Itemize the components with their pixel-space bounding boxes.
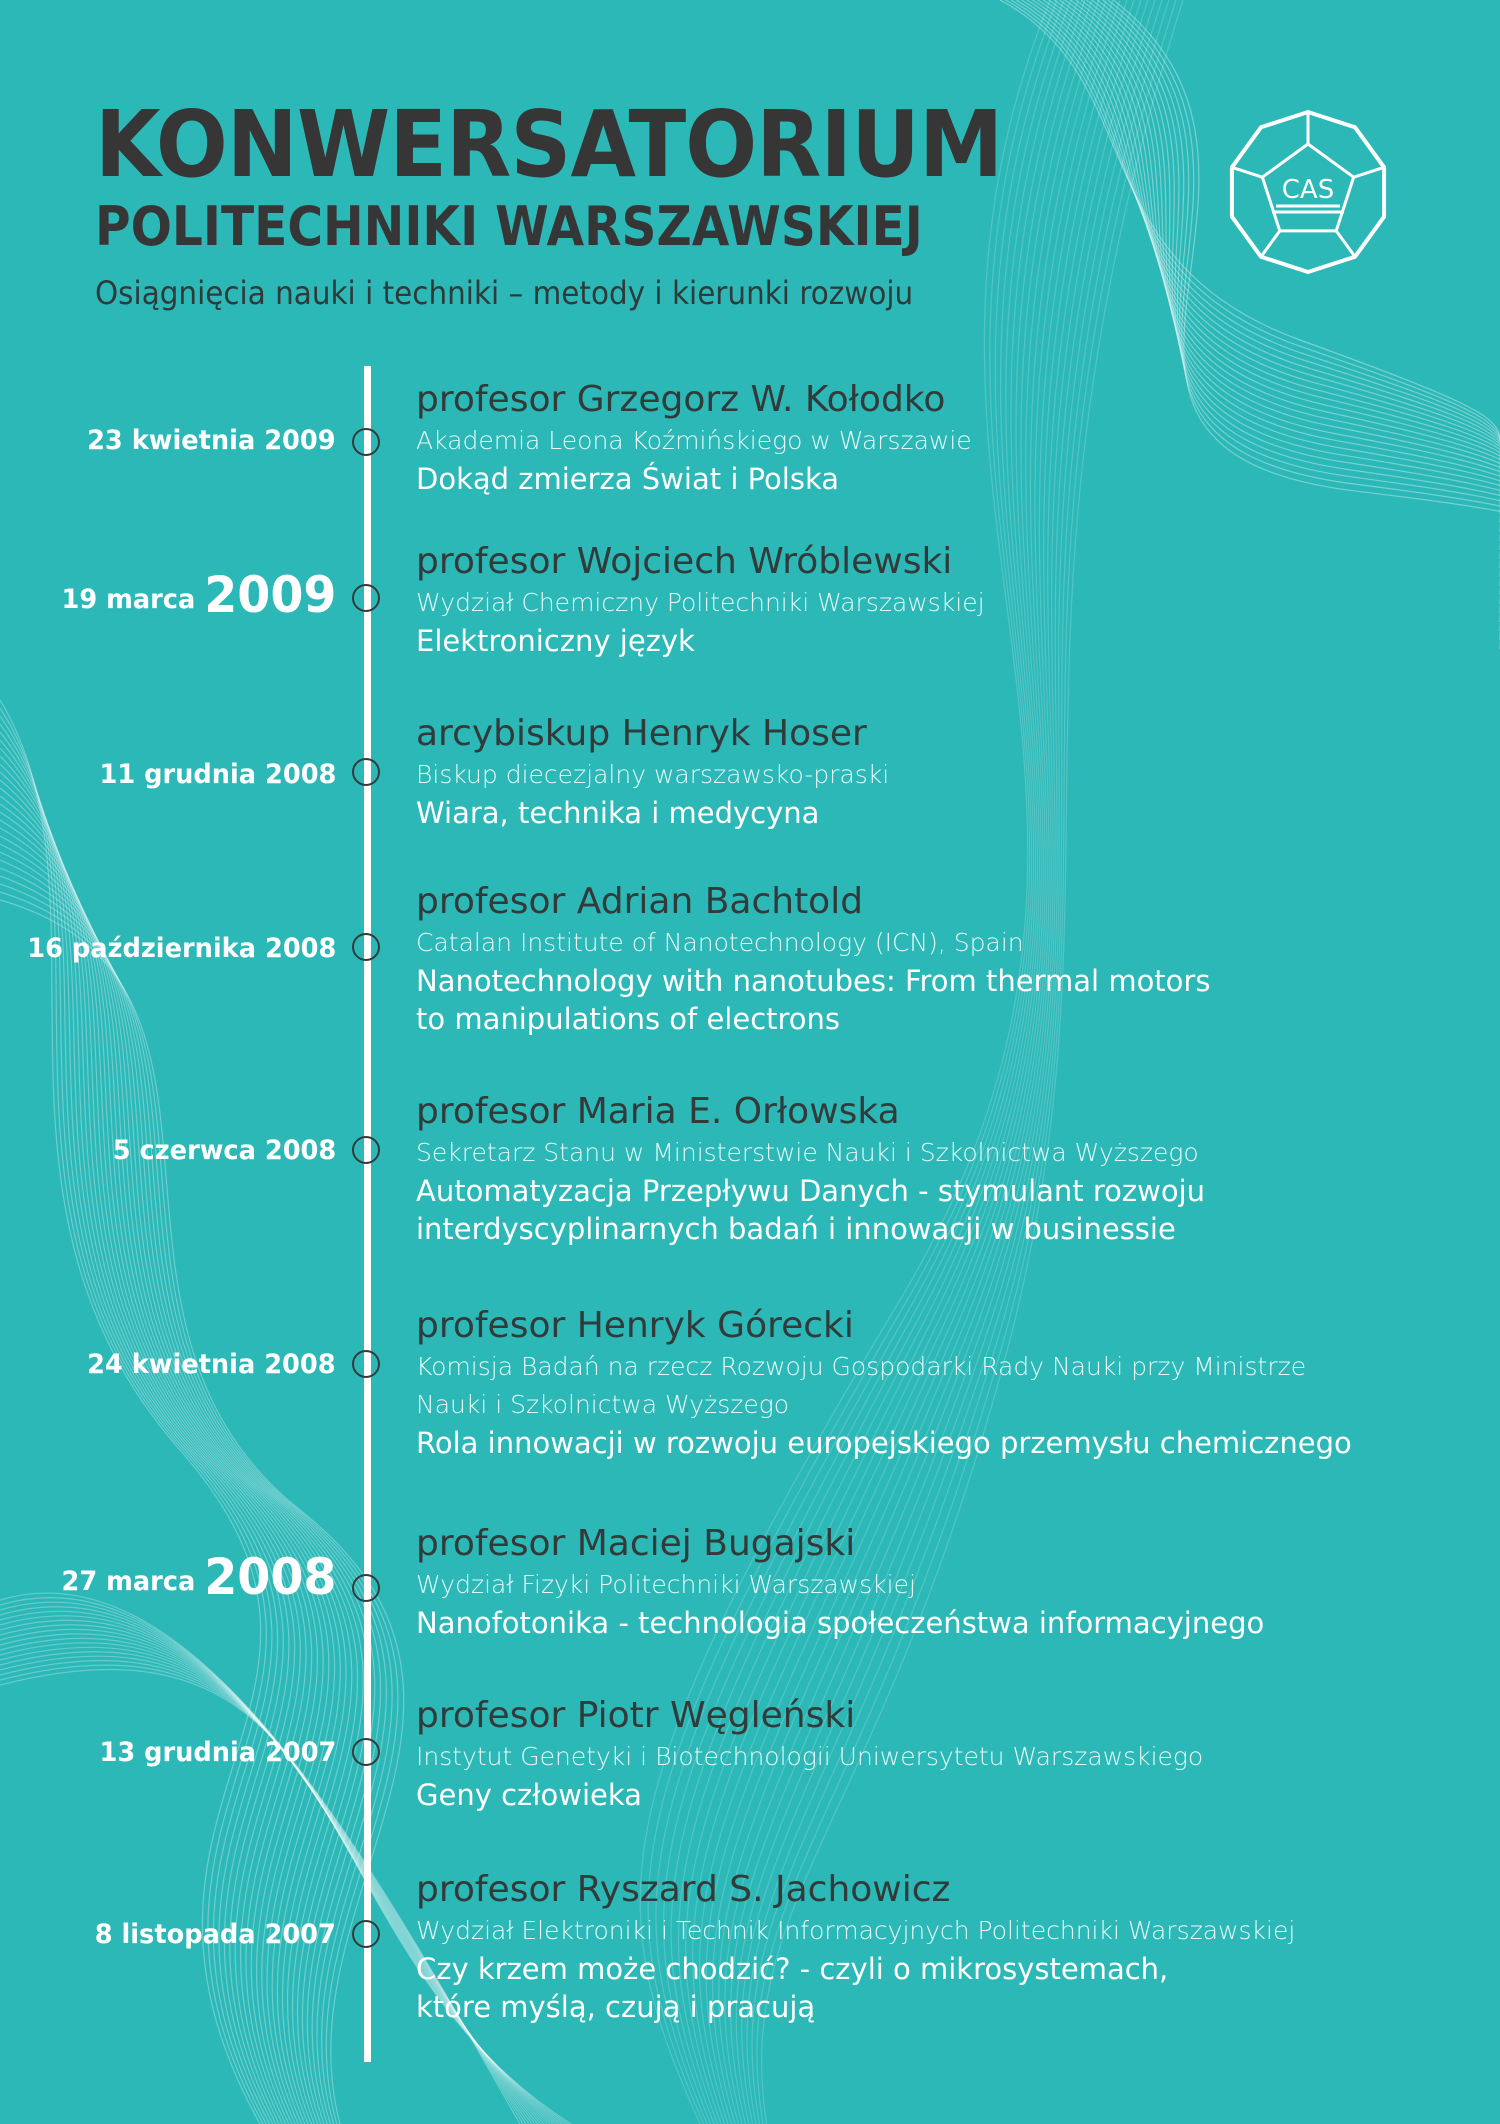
entry-talk-title-line2: które myślą, czują i pracują: [416, 1990, 816, 2024]
timeline-line: [364, 366, 371, 2062]
entry-talk-title: Nanofotonika - technologia społeczeństwa informacyjnego: [416, 1606, 1265, 1640]
entry-date: 5 czerwca 2008: [112, 1135, 336, 1166]
timeline-marker-icon: [352, 1350, 380, 1378]
timeline-marker-icon: [352, 1574, 380, 1602]
entry-affiliation: Sekretarz Stanu w Ministerstwie Nauki i Szkolnictwa Wyższego: [416, 1138, 1199, 1167]
entry-affiliation: Wydział Chemiczny Politechniki Warszawskiej: [416, 588, 985, 617]
entry-speaker: profesor Maria E. Orłowska: [416, 1091, 900, 1132]
timeline-marker-icon: [352, 758, 380, 786]
entry-date: 16 października 2008: [26, 933, 336, 964]
entry-talk-title-line2: interdyscyplinarnych badań i innowacji w businessie: [416, 1212, 1176, 1246]
logo-text: CAS: [1281, 175, 1335, 205]
entry-affiliation-line1: Komisja Badań na rzecz Rozwoju Gospodarki Rady Nauki przy Ministrze: [416, 1352, 1307, 1381]
entry-affiliation: Biskup diecezjalny warszawsko-praski: [416, 760, 890, 789]
entry-talk-title: Geny człowieka: [416, 1778, 642, 1812]
entry-info: [416, 1522, 1476, 1642]
entry-affiliation: Wydział Elektroniki i Technik Informacyjnych Politechniki Warszawskiej: [416, 1916, 1296, 1945]
entry-speaker: arcybiskup Henryk Hoser: [416, 713, 867, 754]
entry-speaker: profesor Henryk Górecki: [416, 1305, 854, 1346]
timeline-marker-icon: [352, 1136, 380, 1164]
entry-talk-title-line1: Nanotechnology with nanotubes: From thermal motors: [416, 964, 1211, 998]
entry-info: [416, 712, 1476, 832]
entry-date-prefix: 27 marca: [61, 1566, 195, 1597]
page-subtitle: POLITECHNIKI WARSZAWSKIEJ: [95, 195, 923, 258]
entry-talk-title: Rola innowacji w rozwoju europejskiego przemysłu chemicznego: [416, 1426, 1352, 1460]
cas-logo: [1218, 102, 1398, 282]
timeline-marker-icon: [352, 933, 380, 961]
entry-date: [61, 566, 336, 624]
entry-info: [416, 540, 1476, 660]
entry-affiliation: Akademia Leona Koźmińskiego w Warszawie: [416, 426, 972, 455]
timeline-marker-icon: [352, 1920, 380, 1948]
entry-affiliation-line2: Nauki i Szkolnictwa Wyższego: [416, 1390, 790, 1419]
entry-info: [416, 880, 1476, 1038]
entry-info: [416, 1694, 1476, 1814]
entry-speaker: profesor Adrian Bachtold: [416, 881, 864, 922]
entry-date: 8 listopada 2007: [94, 1919, 336, 1950]
entry-date: 11 grudnia 2008: [99, 759, 336, 790]
entry-info: [416, 1304, 1476, 1462]
timeline-marker-icon: [352, 428, 380, 456]
entry-info: [416, 378, 1476, 498]
entry-date: 13 grudnia 2007: [99, 1737, 336, 1768]
timeline-marker-icon: [352, 1738, 380, 1766]
entry-info: [416, 1868, 1476, 2026]
entry-talk-title: Dokąd zmierza Świat i Polska: [416, 462, 840, 496]
entry-talk-title-line1: Automatyzacja Przepływu Danych - stymulant rozwoju: [416, 1174, 1206, 1208]
entry-date-year: 2008: [203, 1548, 336, 1606]
entry-date-prefix: 19 marca: [61, 584, 195, 615]
entry-affiliation: Wydział Fizyki Politechniki Warszawskiej: [416, 1570, 916, 1599]
entry-talk-title-line2: to manipulations of electrons: [416, 1002, 841, 1036]
entry-speaker: profesor Maciej Bugajski: [416, 1523, 856, 1564]
entry-date: 23 kwietnia 2009: [87, 425, 336, 456]
timeline-marker-icon: [352, 584, 380, 612]
entry-talk-title: Wiara, technika i medycyna: [416, 796, 820, 830]
entry-date-year: 2009: [203, 566, 336, 624]
page-title: KONWERSATORIUM: [95, 91, 1003, 198]
entry-date: 24 kwietnia 2008: [87, 1349, 336, 1380]
entry-speaker: profesor Piotr Węgleński: [416, 1695, 856, 1736]
entry-speaker: profesor Wojciech Wróblewski: [416, 541, 953, 582]
header: [95, 91, 1195, 313]
entry-date: [61, 1548, 336, 1606]
entry-affiliation: Catalan Institute of Nanotechnology (ICN), Spain: [416, 928, 1024, 957]
entry-speaker: profesor Ryszard S. Jachowicz: [416, 1869, 951, 1910]
entry-info: [416, 1090, 1476, 1248]
page-tagline: Osiągnięcia nauki i techniki – metody i kierunki rozwoju: [95, 274, 914, 312]
entry-speaker: profesor Grzegorz W. Kołodko: [416, 379, 946, 420]
entry-talk-title: Elektroniczny język: [416, 624, 695, 658]
entry-talk-title-line1: Czy krzem może chodzić? - czyli o mikrosystemach,: [416, 1952, 1169, 1986]
entry-affiliation: Instytut Genetyki i Biotechnologii Uniwersytetu Warszawskiego: [416, 1742, 1204, 1771]
